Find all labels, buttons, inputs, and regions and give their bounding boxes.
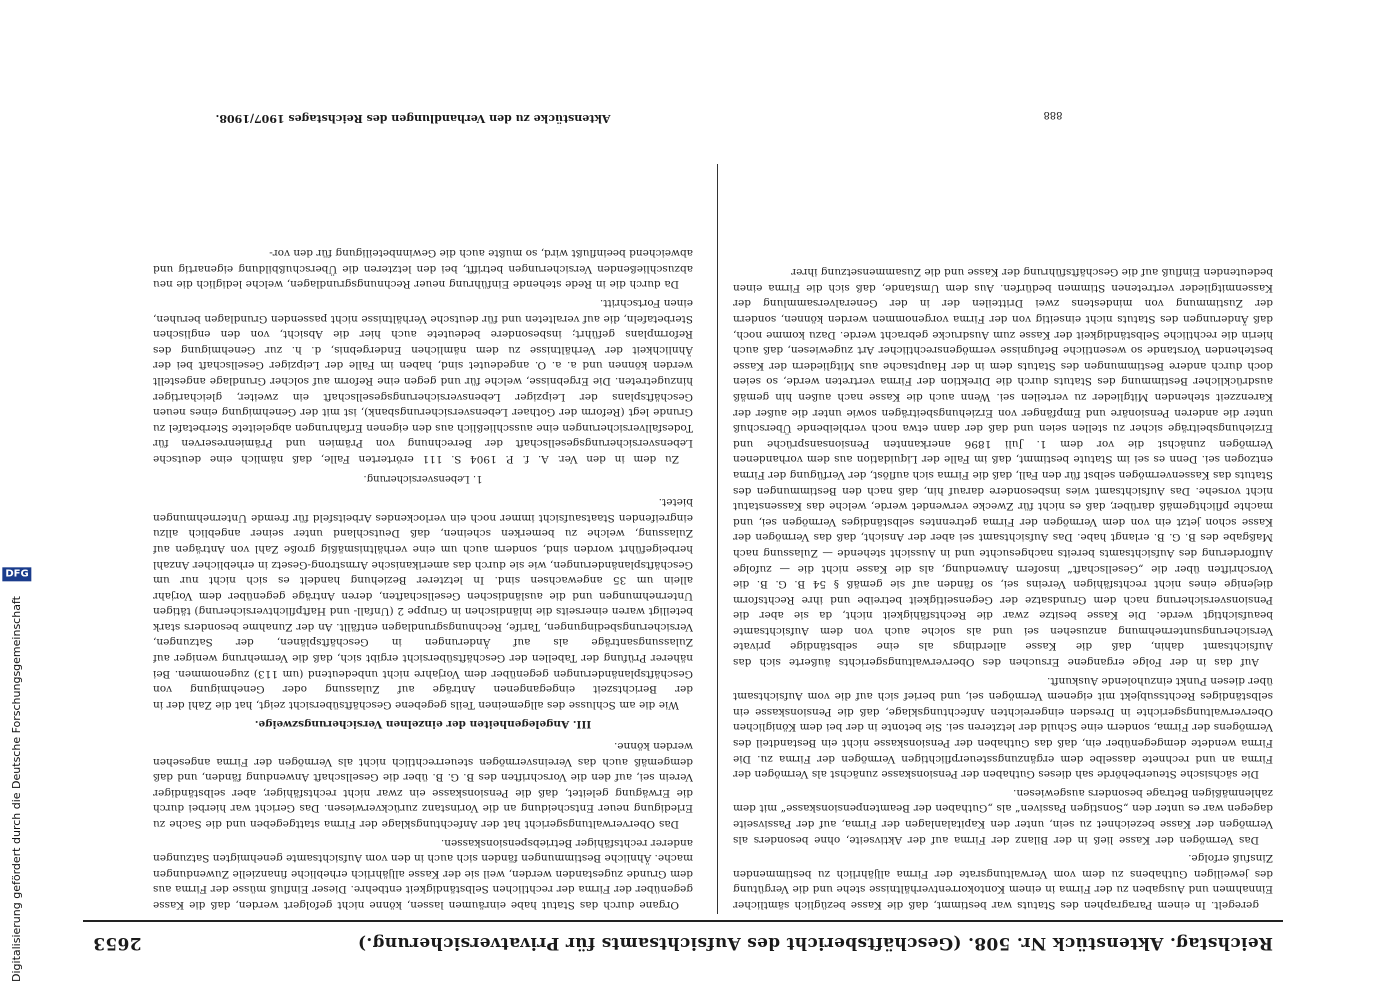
paragraph: Zu dem in den Ver. A. f. P. 1904 S. 111 erörterten Falle, daß nämlich eine deutsche Lebensversicherungsgesellschaft der Berechnung von Prämien und Prämienreserven für Todesfallversicherungen eine ausschließlich aus den eigenen Erfahrungen abgeleitete Sterbetafel zu Grunde legt (Reform der Gothaer Lebensversicherungsbank), ist mit der Genehmigung eines neuen Geschäftsplans der Leipziger Lebensversicherungsgesellschaft ein zweiter, gleichartiger hinzugetreten. Die Ergebnisse, welche für und gegen eine Reform auf solcher Grundlage angestellt werden können und a. a. O. angedeutet sind, haben im Falle der Leipziger Gesellschaft bei der Ähnlichkeit der Verhältnisse zu dem nämlichen Endergebnis, d. h. zur Genehmigung des Reformplans geführt; insbesondere bedeutete auch hier die Absicht, von den englischen Sterbetafeln, die auf veralteten und für deutsche Verhältnisse nicht passenden Grundlagen beruhen, einen Fortschritt. — [153, 297, 693, 465]
dfg-logo-icon: DFG — [2, 567, 31, 581]
paragraph: Das Oberverwaltungsgericht hat der Anfechtungsklage der Firma stattgegeben und die Sache zu Erledigung neuer Entscheidung an die Vorinstanz zurückverwiesen. Das Gericht war hierbei durch die Erwägung geleitet, daß die Pensionskasse ein zwar nicht rechtsfähiger, aber selbständiger Verein sei, auf den die Vorschriften des B. G. B. über die Gesellschaft Anwendung fänden, und daß demgemäß auch das Vereinsvermögen steuerrechtlich nicht als Vermögen der Firma angesehen werden könne. — [153, 740, 693, 831]
page-footer: Aktenstücke zu den Verhandlungen des Reichstages 1907/1908. — [215, 112, 611, 125]
header-rule — [83, 920, 1283, 922]
subsection-heading: 1. Lebensversicherung. — [363, 472, 483, 484]
paragraph: Da durch die in Rede stehende Einführung neuer Rechnungsgrundlagen, welche lediglich die neu abzuschließenden Versicherungen betrifft, bei den letzteren die Überschußbildung eigenartig und abweichend beeinflußt wird, so mußte auch die Gewinnbeteiligung für den vor- — [153, 247, 693, 291]
rotated-page-content — [52, 0, 1383, 1000]
digitization-strip — [0, 0, 34, 1000]
paragraph: geregelt. In einem Paragraphen des Statuts war bestimmt, daß die Kasse bezüglich sämtlicher Einnahmen und Ausgaben zu der Firma in einem Kontokorrentverhältnisse stehe und die Vergütung des jeweiligen Guthabens zu dem vom Verwaltungsrate der Firma alljährlich zu bestimmenden Zinsfuß erfolge. — [733, 852, 1273, 911]
paragraph: Die sächsische Steuerbehörde sah dieses Guthaben der Pensionskasse zunächst als Vermögen der Firma an und rechnete dasselbe dem ergänzungssteuerpflichtigen Vermögen der Firma zu. Die Firma wendete demgegenüber ein, daß das Guthaben der Pensionskasse nicht ein Bestandteil des Vermögens der Firma, sondern eine Schuld der letzteren sei. Sie betonte in der bei dem Königlichen Oberverwaltungsgerichte in Dresden eingereichten Anfechtungsklage, daß die Pensionskasse ein selbständiges Rechtssubjekt mit eigenem Vermögen sei, und berief sich auf die vom Aufsichtsamt über diesen Punkt einzuholende Auskunft. — [733, 674, 1273, 781]
digitization-notice-text: Digitalisierung gefördert durch die Deutsche Forschungsgemeinschaft — [10, 596, 23, 982]
paragraph: Das Vermögen der Kasse ließ in der Bilanz der Firma auf der Aktivseite, ohne besonders als Vermögen der Kasse bezeichnet zu sein, unter den Kapitalanlagen der Firma, auf der Passivseite dagegen war es unter den „Sonstigen Passiven“ als „Guthaben der Beamtenpensionskasse“ mit dem zahlenmäßigen Betrage besonders ausgewiesen. — [733, 786, 1273, 846]
column-separator — [717, 164, 718, 914]
page-header — [93, 928, 1273, 958]
sheet-number: 888 — [1043, 109, 1063, 120]
digitization-notice — [5, 12, 29, 982]
paragraph: Wie die am Schlusse des allgemeinen Teils gegebene Geschäftsübersicht zeigt, hat die Zahl der in der Berichtszeit eingegangenen Anträge auf Zulassung oder Genehmigung von Geschäftsplanänderungen gegenüber dem Vorjahre nicht unbedeutend (um 113) zugenommen. Bei näherer Prüfung der Tabellen der Geschäftsübersicht ergibt sich, daß die Vermehrung weniger auf Zulassungsanträge als auf Änderungen in Geschäftsplänen, der Satzungen, Versicherungsbedingungen, Tarife, Rechnungsgrundlagen entfällt. An der Zunahme besonders stark beteiligt waren einerseits die inländischen in Gruppe 2 (Unfall- und Haftpflichtversicherung) tätigen Unternehmungen und die ausländischen Gesellschaften, deren Anträge gegenüber dem Vorjahr allein um 35 angewachsen sind. In letzterer Beziehung handelt es sich nicht nur um Geschäftsplanänderungen, wie sie durch das amerikanische Armstrong-Gesetz in erheblicher Anzahl herbeigeführt worden sind, sondern auch um eine verhältnismäßig große Zahl von Anträgen auf Zulassung, welche zu bemerken scheinen, daß Deutschland unter seiner angeblich allzu eingreifenden Staatsaufsicht immer noch ein verlockendes Arbeitsfeld für fremde Unternehmungen bietet. — [153, 496, 693, 711]
section-heading: III. Angelegenheiten der einzelnen Versicherungszweige. — [254, 718, 592, 731]
scanned-page — [52, 0, 1383, 1000]
paragraph: Auf das in der Folge ergangene Ersuchen des Oberverwaltungsgerichts äußerte sich das Aufsichtsamt dahin, daß die Kasse allerdings als eine selbständige private Versicherungsunternehmung anzusehen sei und als solche auch von dem Aufsichtsamte beaufsichtigt werde. Die Kasse besitze zwar die Rechtsfähigkeit nicht, da sie aber die Pensionsversicherung nach dem Grundsatze der Gegenseitigkeit betreibe und ihre Rechtsform diejenige eines nicht rechtsfähigen Vereins sei, so fänden auf sie gemäß § 54 B. G. B. die Vorschriften über die „Gesellschaft“ insofern Anwendung, als die Kasse nicht die — zufolge Aufforderung des Aufsichtsamts bereits nachgesuchte und in Aussicht stehende — Zulassung nach Maßgabe des B. G. B. erlangt habe. Das Aufsichtsamt sei aber der Ansicht, daß das Vermögen der Kasse schon jetzt ein von dem Vermögen der Firma getrenntes selbständiges Vermögen sei, und machte pflichtgemäß darüber, daß es nicht für Zwecke verwendet werde, welche das Kassenstatut nicht vorsehe. Das Aufsichtsamt wies insbesondere darauf hin, daß nach den Bestimmungen des Statuts das Kassenvermögen selbst für den Fall, daß die Firma sich auflöst, der Verfügung der Firma entzogen sei. Denn es sei im Statute bestimmt, daß im Falle der Liquidation aus dem vorhandenen Vermögen zunächst die vor dem 1. Juli 1896 anerkannten Pensionsansprüche und Erziehungsbeiträge sicher zu stellen seien und daß der dann etwa noch verbleibende Überschuß unter die anderen Pensionäre und Empfänger von Erziehungsbeiträgen sowie unter die außer der Karenzzeit stehenden Mitglieder zu verteilen sei. Wenn auch die Kasse nach außen hin gemäß ausdrücklicher Bestimmung des Statuts durch die Direktion der Firma vertreten werde, so seien doch durch andere Bestimmungen des Statuts dem in der Hauptsache aus Mitgliedern der Kasse bestehenden Vorstande so wesentliche Befugnisse vermögensrechtlicher Art zugewiesen, daß auch hierin die rechtliche Selbständigkeit der Kasse zum Ausdrucke gebracht werde. Dazu komme noch, daß Änderungen des Statuts nicht einseitig von der Firma vorgenommen werden können, sondern der Zustimmung von mindestens zwei Dritteilen der in der Generalversammlung der Kassenmitglieder vertretenen Stimmen bedürfen. Aus dem Umstande, daß sich die Firma einen bedeutenden Einfluß auf die Geschäftsführung der Kasse und die Zusammensetzung ihrer — [733, 266, 1273, 669]
column-right — [153, 152, 693, 912]
header-title: Reichstag. Aktenstück Nr. 508. (Geschäftsbericht des Aufsichtsamts für Privatversicherung.) — [357, 933, 1273, 953]
column-left — [733, 152, 1273, 912]
page-number: 2653 — [93, 933, 142, 953]
paragraph: Organe durch das Statut habe einräumen lassen, könne nicht gefolgert werden, daß die Kasse gegenüber der Firma der rechtlichen Selbständigkeit entbehre. Dieser Einfluß müsse der Firma aus dem Grunde zugestanden werden, weil sie der Kasse alljährlich erhebliche finanzielle Zuwendungen mache. Ähnliche Bestimmungen fänden sich auch in den vom Aufsichtsamte genehmigten Satzungen anderer rechtsfähiger Betriebspensionskassen. — [153, 836, 693, 911]
